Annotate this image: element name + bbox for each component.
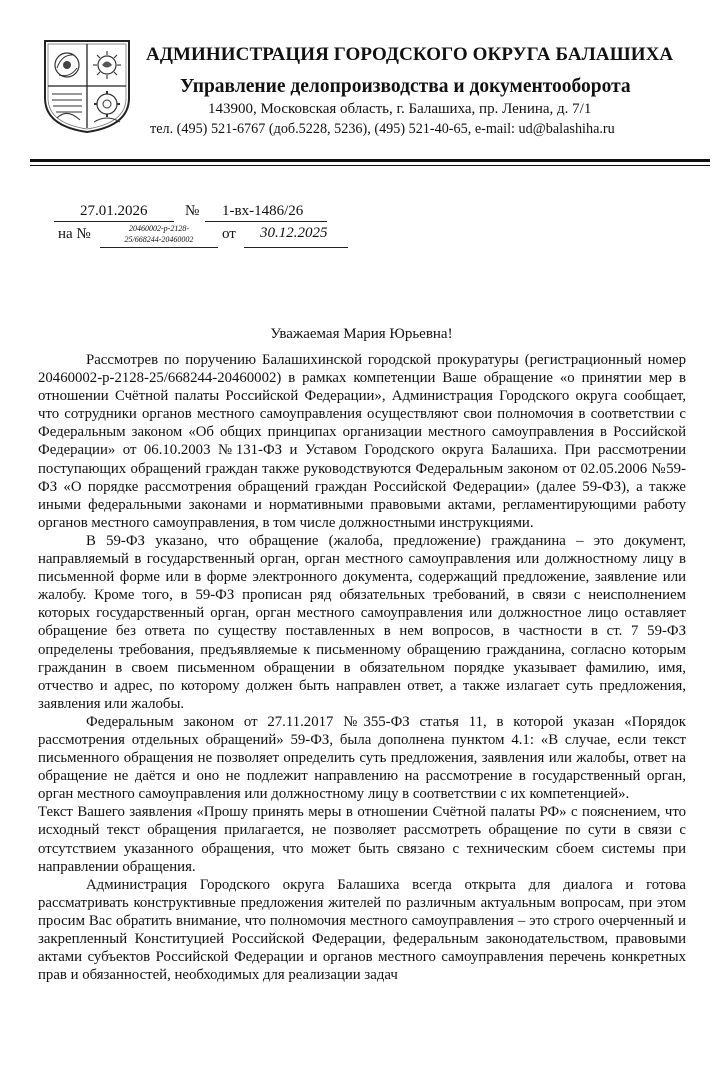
paragraph: Федеральным законом от 27.11.2017 №355-ФЗ статья 11, в которой указан «Порядок рассмотрения отдельных обращений» 59-ФЗ, была дополнена пунктом 4.1: «В случае, если текст письменного обращения не позволяет определить суть предложения, заявления или жалобы, ответ на обращение не даётся и оно не подлежит направлению на рассмотрение в государственный орган, орган местного самоуправления или должностному лицу в соответствии с их компетенцией».: [38, 713, 686, 803]
org-title: АДМИНИСТРАЦИЯ ГОРОДСКОГО ОКРУГА БАЛАШИХА: [146, 44, 674, 65]
header-divider-thick: [30, 159, 710, 162]
paragraph: Текст Вашего заявления «Прошу принять меры в отношении Счётной палаты РФ» с пояснением, что исходный текст обращения прилагается, не позволяет рассмотреть обращение по сути в связи с отсутствием указанного обращения, что может быть связано с техническим сбоем системы при направлении обращения.: [38, 804, 686, 875]
reply-number-underline: [100, 247, 218, 248]
reply-to-label: на №: [58, 226, 91, 242]
number-label: №: [185, 203, 200, 219]
department-name: Управление делопроизводства и документооборота: [180, 76, 631, 97]
letter-body: [38, 351, 686, 984]
coat-of-arms-icon: [42, 38, 132, 134]
paragraph: В 59-ФЗ указано, что обращение (жалоба, предложение) гражданина – это документ, направляемый в государственный орган, орган местного самоуправления или должностному лицу в письменной форме или в форме электронного документа, содержащий предложение, заявление или жалобу. Кроме того, в 59-ФЗ прописан ряд обязательных требований, в связи с неисполнением которых государственный орган, орган местного самоуправления или должностное лицо оставляет обращение без ответа по существу поставленных в нем вопросов, в частности в ст. 7 59-ФЗ определены требования, предъявляемые к письменному обращению гражданина, согласно которым гражданин в своем письменном обращении в обязательном порядке указывает фамилию, имя, отчество и адрес, по которому должен быть направлен ответ, а также излагает суть предложения, заявления или жалобы.: [38, 532, 686, 712]
salutation: Уважаемая Мария Юрьевна!: [270, 326, 453, 342]
from-label: от: [222, 226, 236, 242]
outgoing-number: 1-вх-1486/26: [222, 203, 304, 219]
date-underline: [54, 221, 174, 222]
org-address: 143900, Московская область, г. Балашиха, пр. Ленина, д. 7/1: [208, 101, 592, 117]
number-underline: [205, 221, 327, 222]
reply-number: 20460002-р-2128- 25/668244-20460002: [124, 224, 194, 244]
reply-date-underline: [244, 247, 348, 248]
reply-date: 30.12.2025: [260, 225, 328, 241]
paragraph: Рассмотрев по поручению Балашихинской городской прокуратуры (регистрационный номер 20460002-р-2128-25/668244-20460002) в рамках компетенции Ваше обращение «о принятии мер в отношении Счётной палаты Российской Федерации», Администрация Городского округа сообщает, что сотрудники органов местного самоуправления осуществляют свои полномочия в соответствии с Федеральным законом «Об общих принципах организации местного самоуправления в Российской Федерации» от 06.10.2003 №131-ФЗ и Уставом Городского округа Балашиха. При рассмотрении поступающих обращений граждан также руководствуются Федеральным законом от 02.05.2006 №59-ФЗ «О порядке рассмотрения обращений граждан Российской Федерации» (далее 59-ФЗ), а также иными федеральными законами и нормативными правовыми актами, регламентирующими работу органов местного самоуправления, в том числе должностными инструкциями.: [38, 352, 686, 531]
paragraph: Администрация Городского округа Балашиха всегда открыта для диалога и готова рассматривать конструктивные предложения жителей по различным актуальным вопросам, при этом просим Вас обратить внимание, что полномочия местного самоуправления – это строго очерченный и закрепленный Конституцией Российской Федерации, федеральным законодательством, правовыми актами субъектов Российской Федерации и органов местного самоуправления перечень конкретных прав и обязанностей, необходимых для реализации задач: [38, 876, 686, 984]
outgoing-date: 27.01.2026: [80, 203, 148, 219]
org-contacts: тел. (495) 521-6767 (доб.5228, 5236), (495) 521-40-65, e-mail: ud@balashiha.ru: [150, 121, 615, 137]
header-divider-thin: [30, 165, 710, 166]
